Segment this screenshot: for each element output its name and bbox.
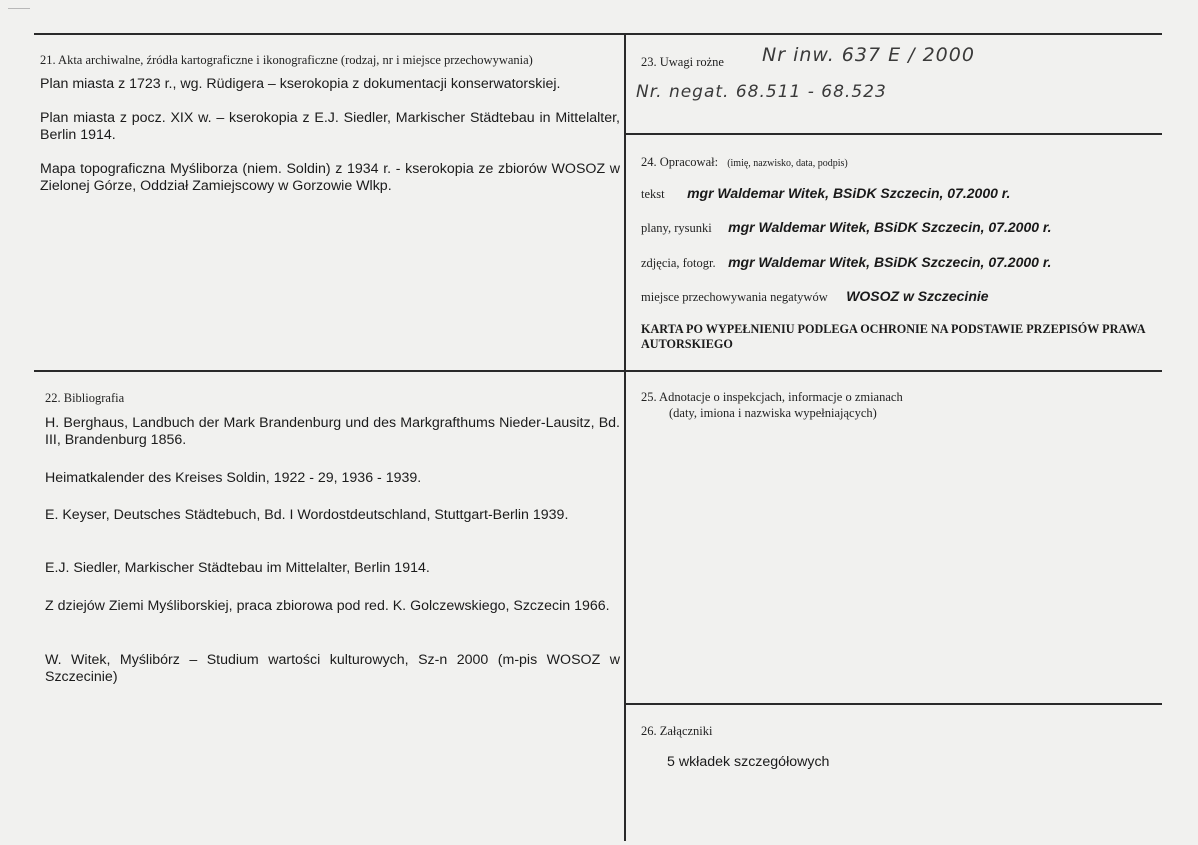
prepared-row-key: plany, rysunki <box>641 221 712 235</box>
prepared-row-value: WOSOZ w Szczecinie <box>846 288 989 304</box>
handwritten-inventory-number: Nr inw. 637 E / 2000 <box>762 44 975 66</box>
section-23-label: 23. Uwagi rożne <box>641 55 724 69</box>
prepared-row-key: zdjęcia, fotogr. <box>641 256 716 270</box>
right-divider-25-26 <box>625 703 1162 705</box>
prepared-row-value: mgr Waldemar Witek, BSiDK Szczecin, 07.2000 r. <box>728 219 1052 235</box>
top-border <box>34 33 1162 35</box>
archival-item-2: Plan miasta z pocz. XIX w. – kserokopia z E.J. Siedler, Markischer Städtebau in Mittelalter, Berlin 1914. <box>40 110 620 143</box>
section-26-label: 26. Załączniki <box>641 724 713 738</box>
bibliography-item-1: H. Berghaus, Landbuch der Mark Brandenburg und des Markgrafthums Nieder-Lausitz, Bd. III, Brandenburg 1856. <box>45 415 620 448</box>
bibliography-item-2: Heimatkalender des Kreises Soldin, 1922 - 29, 1936 - 1939. <box>45 470 422 486</box>
prepared-row-value: mgr Waldemar Witek, BSiDK Szczecin, 07.2000 r. <box>728 254 1052 270</box>
prepared-row-text <box>641 185 1010 203</box>
bibliography-item-4: E.J. Siedler, Markischer Städtebau im Mittelalter, Berlin 1914. <box>45 560 430 576</box>
handwritten-negative-numbers: Nr. negat. 68.511 - 68.523 <box>636 82 887 102</box>
prepared-row-negatives <box>641 288 989 306</box>
bibliography-item-6: W. Witek, Myślibórz – Studium wartości kulturowych, Sz-n 2000 (m-pis WOSOZ w Szczecinie) <box>45 652 620 685</box>
prepared-row-key: tekst <box>641 187 665 201</box>
center-divider <box>624 33 626 841</box>
section-24-title: 24. Opracował: <box>641 155 719 169</box>
archival-item-3: Mapa topograficzna Myśliborza (niem. Soldin) z 1934 r. - kserokopia ze zbiorów WOSOZ w Zielonej Górze, Oddział Zamiejscowy w Gorzowie Wlkp. <box>40 161 620 194</box>
section-21-label: 21. Akta archiwalne, źródła kartograficzne i ikonograficzne (rodzaj, nr i miejsce przechowywania) <box>40 53 533 67</box>
prepared-row-key: miejsce przechowywania negatywów <box>641 290 828 304</box>
copyright-notice: KARTA PO WYPEŁNIENIU PODLEGA OCHRONIE NA PODSTAWIE PRZEPISÓW PRAWA AUTORSKIEGO <box>641 322 1145 351</box>
section-25-subtitle: (daty, imiona i nazwiska wypełniających) <box>669 406 877 420</box>
prepared-row-plans <box>641 219 1051 237</box>
bibliography-item-3: E. Keyser, Deutsches Städtebuch, Bd. I Wordostdeutschland, Stuttgart-Berlin 1939. <box>45 507 569 523</box>
middle-divider <box>34 370 1162 372</box>
attachments-content: 5 wkładek szczegółowych <box>667 754 830 770</box>
prepared-row-value: mgr Waldemar Witek, BSiDK Szczecin, 07.2000 r. <box>687 185 1011 201</box>
section-24-label <box>641 155 848 170</box>
bibliography-item-5: Z dziejów Ziemi Myśliborskiej, praca zbiorowa pod red. K. Golczewskiego, Szczecin 1966. <box>45 598 610 614</box>
scan-corner-mark <box>8 8 30 9</box>
section-24-subtitle: (imię, nazwisko, data, podpis) <box>727 158 848 169</box>
section-25-label: 25. Adnotacje o inspekcjach, informacje o zmianach <box>641 390 903 404</box>
archival-item-1: Plan miasta z 1723 r., wg. Rüdigera – kserokopia z dokumentacji konserwatorskiej. <box>40 76 561 92</box>
prepared-row-photos <box>641 254 1051 272</box>
section-22-label: 22. Bibliografia <box>45 391 125 405</box>
right-divider-23-24 <box>625 133 1162 135</box>
